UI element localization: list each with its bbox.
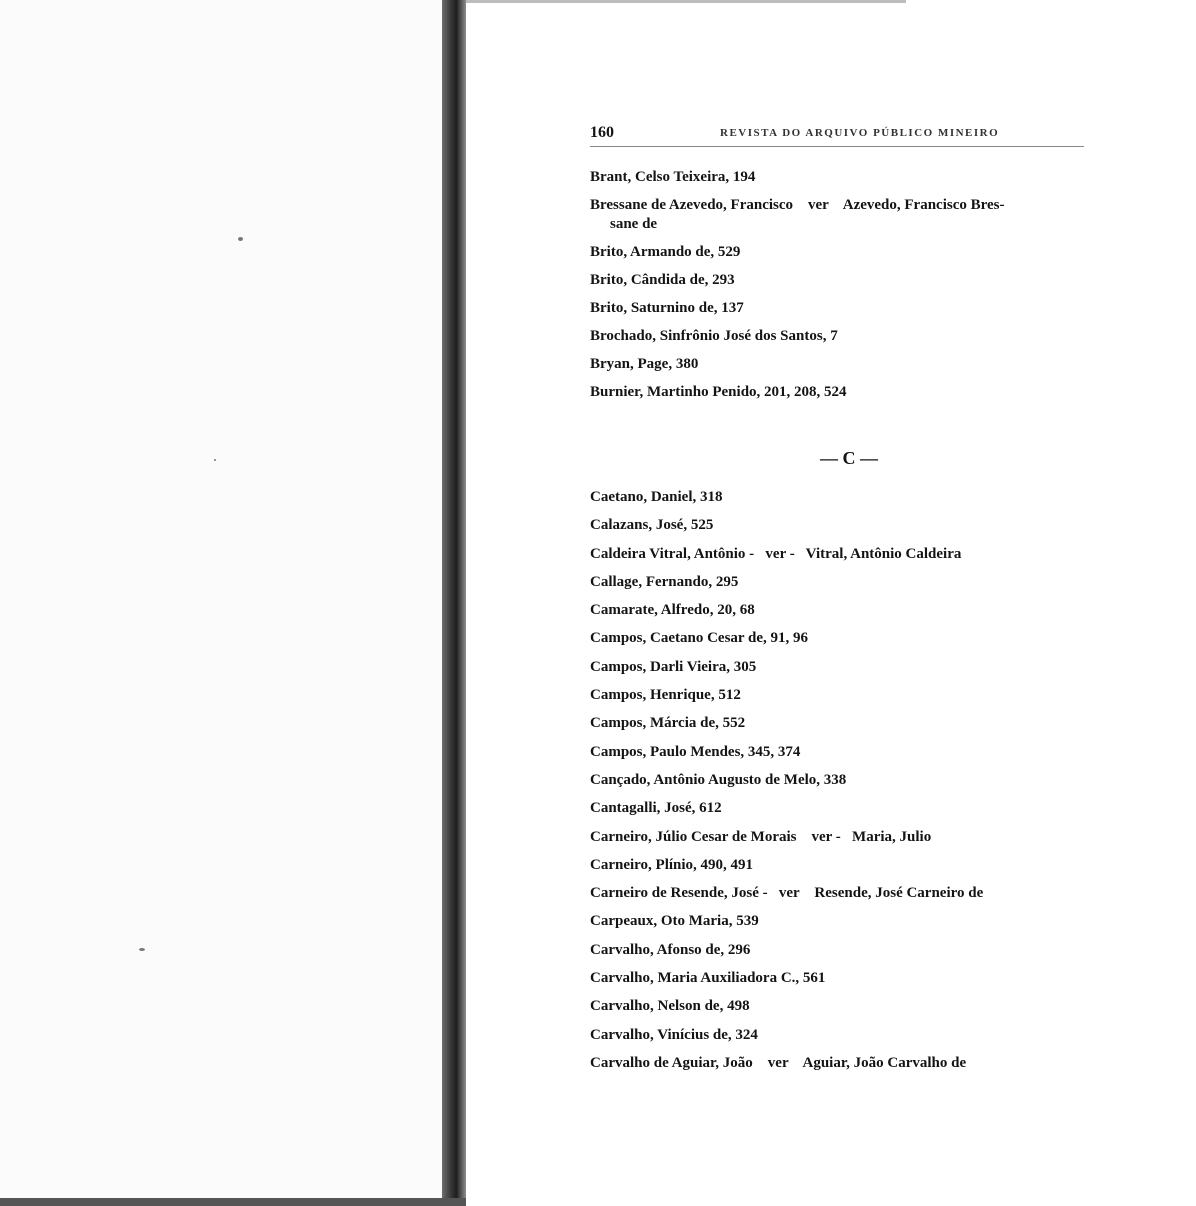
index-entry: Carvalho de Aguiar, João ver Aguiar, João Carvalho de — [590, 1054, 967, 1071]
index-entry: Caldeira Vitral, Antônio - ver - Vitral, Antônio Caldeira — [590, 545, 962, 562]
page-header — [590, 124, 1084, 147]
index-entry: Carneiro de Resende, José - ver Resende, José Carneiro de — [590, 885, 984, 902]
index-entry: Carneiro, Júlio Cesar de Morais ver - Maria, Julio — [590, 828, 932, 845]
index-entries-b — [590, 168, 1150, 411]
index-entry: Brito, Cândida de, 293 — [590, 272, 735, 288]
page-bottom-edge — [0, 1198, 466, 1206]
journal-title: REVISTA DO ARQUIVO PÚBLICO MINEIRO — [720, 127, 1000, 139]
index-entry: Bryan, Page, 380 — [590, 356, 699, 372]
index-entry: Carvalho, Afonso de, 296 — [590, 941, 751, 958]
index-entry: Carneiro, Plínio, 490, 491 — [590, 856, 754, 873]
index-entry: Carpeaux, Oto Maria, 539 — [590, 913, 759, 930]
index-entry: Carvalho, Maria Auxiliadora C., 561 — [590, 970, 826, 987]
page-number: 160 — [590, 124, 614, 141]
index-entry: Burnier, Martinho Penido, 201, 208, 524 — [590, 384, 847, 400]
index-entry: Callage, Fernando, 295 — [590, 573, 739, 590]
page-speck — [214, 459, 216, 461]
index-entry: Campos, Caetano Cesar de, 91, 96 — [590, 630, 809, 647]
index-entries-c — [590, 488, 1150, 1082]
index-entry: Carvalho, Nelson de, 498 — [590, 998, 750, 1015]
index-entry: Campos, Márcia de, 552 — [590, 715, 746, 732]
index-entry: Calazans, José, 525 — [590, 517, 714, 534]
entry-continuation: sane de — [610, 216, 658, 232]
page-speck — [238, 237, 243, 241]
index-entry: Campos, Paulo Mendes, 345, 374 — [590, 743, 801, 760]
index-entry: Bressane de Azevedo, Francisco ver Azevedo, Francisco Bres- sane de — [590, 196, 1150, 234]
index-entry: Cantagalli, José, 612 — [590, 800, 722, 817]
index-entry: Brant, Celso Teixeira, 194 — [590, 169, 756, 185]
index-entry: Brochado, Sinfrônio José dos Santos, 7 — [590, 328, 838, 344]
index-entry: Cançado, Antônio Augusto de Melo, 338 — [590, 771, 847, 788]
index-entry: Brito, Armando de, 529 — [590, 244, 741, 260]
left-page — [0, 0, 442, 1206]
index-entry: Brito, Saturnino de, 137 — [590, 300, 744, 316]
book-binding — [442, 0, 466, 1206]
index-entry: Caetano, Daniel, 318 — [590, 489, 723, 505]
index-entry: Carvalho, Vinícius de, 324 — [590, 1026, 758, 1043]
section-heading-c: — C — — [820, 448, 878, 468]
index-entry: Campos, Darli Vieira, 305 — [590, 658, 757, 675]
page-speck — [139, 948, 145, 951]
index-entry: Campos, Henrique, 512 — [590, 687, 741, 704]
index-entry: Camarate, Alfredo, 20, 68 — [590, 602, 755, 619]
